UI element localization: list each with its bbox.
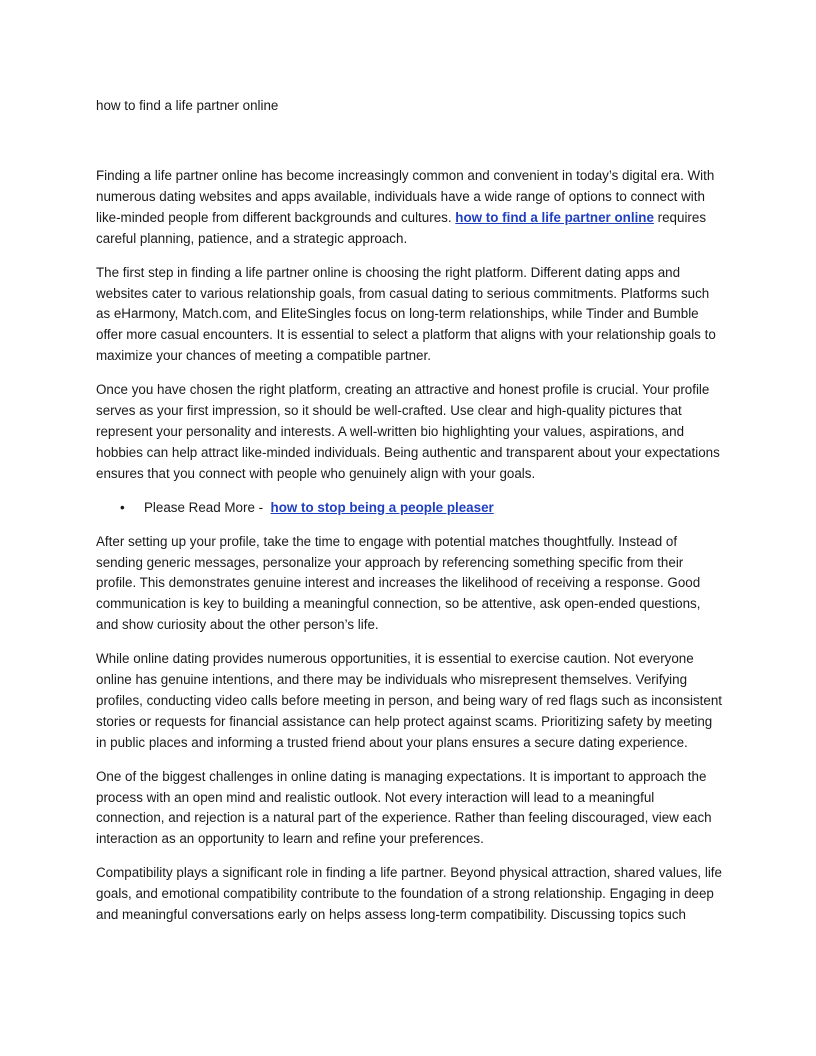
read-more-item bbox=[96, 498, 722, 519]
paragraph-expectations: One of the biggest challenges in online dating is managing expectations. It is important to approach the process with an open mind and realistic outlook. Not every interaction will lead to a meaningful connection, and rejection is a natural part of the experience. Rather than feeling discouraged, view each interaction as an opportunity to learn and refine your preferences. bbox=[96, 768, 712, 847]
bullet-icon: • bbox=[120, 499, 125, 515]
paragraph-intro-text: Finding a life partner online has become increasingly common and convenient in today’s digital era. With numerous dating websites and apps available, individuals have a wide range of options to connect with like-minded people from different backgrounds and cultures. bbox=[96, 168, 715, 225]
paragraph-compatibility: Compatibility plays a significant role in finding a life partner. Beyond physical attraction, shared values, life goals, and emotional compatibility contribute to the foundation of a strong relationship. Engaging in deep and meaningful conversations early on helps assess long-term compatibility. Discussing topics such bbox=[96, 865, 722, 923]
paragraph-intro-after: requires careful planning, patience, and a strategic approach. bbox=[96, 209, 707, 246]
read-more-prefix: Please Read More - bbox=[144, 499, 271, 515]
people-pleaser-link[interactable]: how to stop being a people pleaser bbox=[270, 499, 494, 515]
find-life-partner-link[interactable]: how to find a life partner online bbox=[455, 209, 654, 225]
paragraph-intro bbox=[96, 166, 722, 250]
document-title: how to find a life partner online bbox=[96, 98, 279, 113]
paragraph-profile: Once you have chosen the right platform, creating an attractive and honest profile is crucial. Your profile serves as your first impression, so it should be well-crafted. Use clear and high-quality pictures that represent your personality and interests. A well-written bio highlighting your values, aspirations, and hobbies can help attract like-minded individuals. Being authentic and transparent about your expectations ensures that you connect with people who genuinely align with your goals. bbox=[96, 382, 720, 481]
paragraph-engage: After setting up your profile, take the time to engage with potential matches thoughtfully. Instead of sending generic messages, personalize your approach by referencing something specific from their profile. This demonstrates genuine interest and increases the likelihood of receiving a response. Good communication is key to building a meaningful connection, so be attentive, ask open-ended questions, and show curiosity about the other person’s life. bbox=[96, 533, 701, 633]
paragraph-caution: While online dating provides numerous opportunities, it is essential to exercise caution. Not everyone online has genuine intentions, and there may be individuals who misrepresent themselves. Verifying profiles, conducting video calls before meeting in person, and being wary of red flags such as inconsistent stories or requests for financial assistance can help protect against scams. Prioritizing safety by meeting in public places and informing a trusted friend about your plans ensures a secure dating experience. bbox=[96, 651, 722, 750]
read-more-list bbox=[96, 498, 722, 519]
document-page bbox=[96, 96, 722, 939]
paragraph-platform: The first step in finding a life partner online is choosing the right platform. Different dating apps and websites cater to various relationship goals, from casual dating to serious commitments. Platforms such as eHarmony, Match.com, and EliteSingles focus on long-term relationships, while Tinder and Bumble offer more casual encounters. It is essential to select a platform that aligns with your relationship goals to maximize your chances of meeting a compatible partner. bbox=[96, 264, 716, 364]
